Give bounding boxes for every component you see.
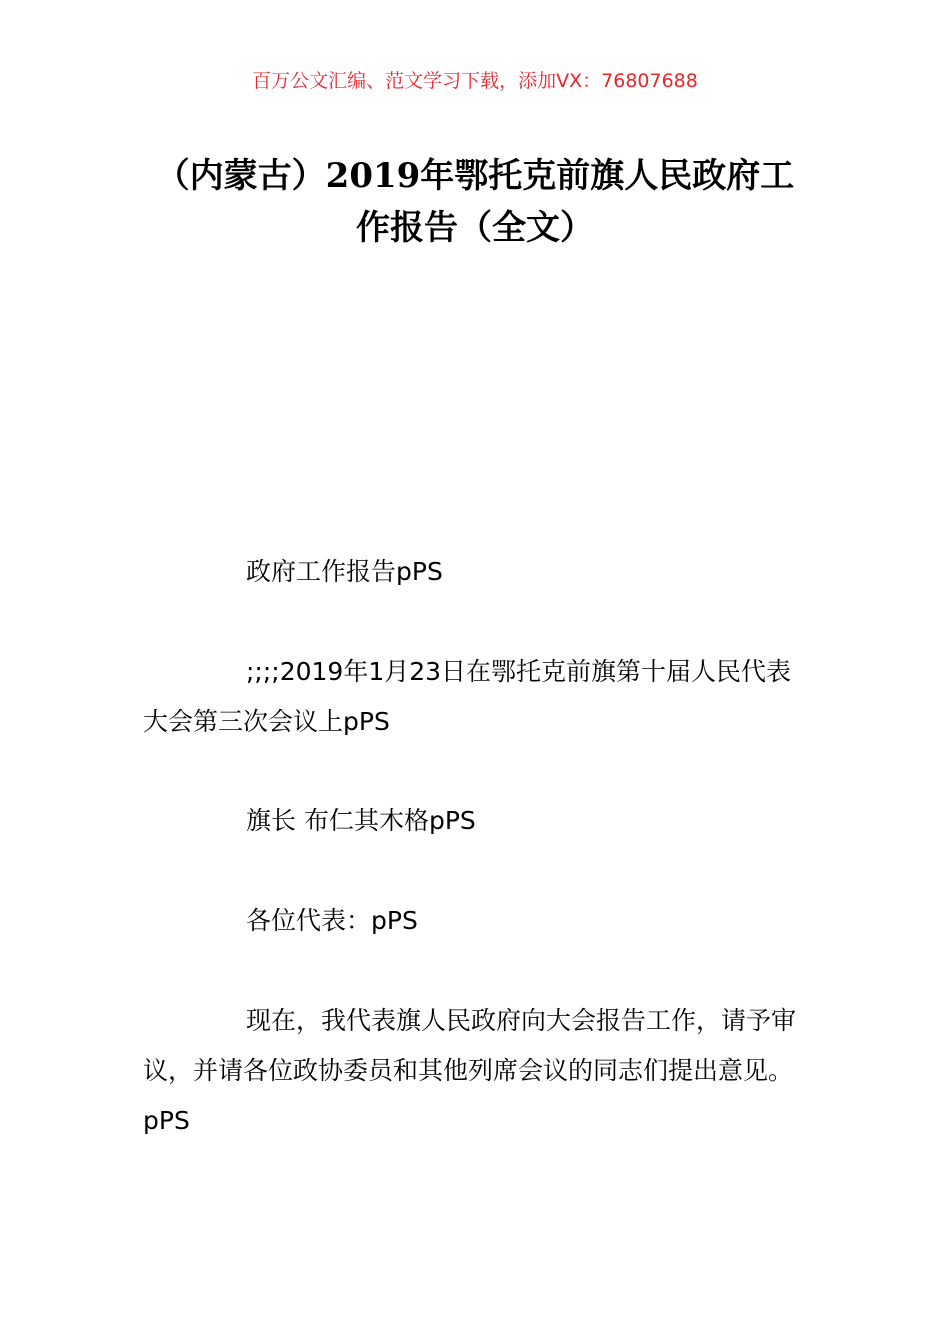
paragraph-report-heading: 政府工作报告pPS xyxy=(246,557,443,586)
document-title-line-2: 作报告（全文） xyxy=(356,208,594,248)
paragraph-speaker: 旗长 布仁其木格pPS xyxy=(246,806,476,835)
document-title xyxy=(0,150,950,254)
header-note: 百万公文汇编、范文学习下载，添加VX：76807688 xyxy=(252,70,698,92)
paragraph-meeting-date: ;;;;2019年1月23日在鄂托克前旗第十届人民代表大会第三次会议上pPS xyxy=(143,657,792,736)
paragraph-opening: 现在，我代表旗人民政府向大会报告工作，请予审议，并请各位政协委员和其他列席会议的同志们提出意见。pPS xyxy=(143,1006,797,1135)
paragraph-salutation: 各位代表：pPS xyxy=(246,906,418,935)
document-title-line-1: （内蒙古）2019年鄂托克前旗人民政府工 xyxy=(155,156,795,196)
